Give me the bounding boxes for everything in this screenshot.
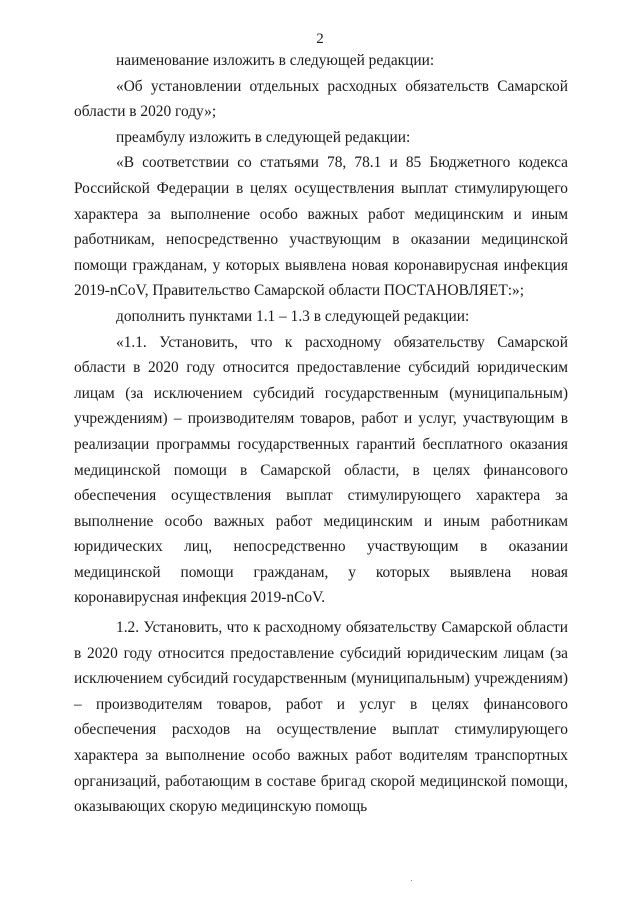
paragraph-preamble-edit: преамбулу изложить в следующей редакции: xyxy=(116,128,411,146)
paragraph-preamble-text: «В соответствии со статьями 78, 78.1 и 85 Бюджетного кодекса Российской Федерации в целях осуществления выплат стимулирующего характера за выполнение особо важных работ медицинским и иным работникам, непосредственно участвующим в оказании медицинской помощи гражданам, у которых выявлена новая коронавирусная инфекция 2019-nCoV, Правительство Самарской области ПОСТАНОВЛЯЕТ:»; xyxy=(74,154,568,300)
paragraph-point-1-1: «1.1. Установить, что к расходному обязательству Самарской области в 2020 году относится предоставление субсидий юридическим лицам (за исключением субсидий государственным (муниципальным) учреждениям) – производителям товаров, работ и услуг, участвующим в реализации программы государственных гарантий бесплатного оказания медицинской помощи в Самарской области, в целях финансового обеспечения осуществления выплат стимулирующего характера за выполнение особо важных работ медицинским и иным работникам юридических лиц, непосредственно участвующим в оказании медицинской помощи гражданам, у которых выявлена новая коронавирусная инфекция 2019-nCoV. xyxy=(74,333,568,607)
paragraph-new-title: «Об установлении отдельных расходных обязательств Самарской области в 2020 году»; xyxy=(74,77,568,121)
paragraph-add-points: дополнить пунктами 1.1 – 1.3 в следующей редакции: xyxy=(116,307,470,325)
document-body xyxy=(74,48,568,820)
paragraph-point-1-2: 1.2. Установить, что к расходному обязательству Самарской области в 2020 году относится предоставление субсидий юридическим лицам (за исключением субсидий государственным (муниципальным) учреждениям) – производителям товаров, работ и услуг в целях финансового обеспечения расходов на осуществление выплат стимулирующего характера за выполнение особо важных работ водителям транспортных организаций, работающим в составе бригад скорой медицинской помощи, оказывающих скорую медицинскую помощь xyxy=(74,619,568,816)
page-number: 2 xyxy=(316,31,324,47)
scan-speck xyxy=(411,880,412,881)
paragraph-name-edit: наименование изложить в следующей редакции: xyxy=(116,52,435,69)
